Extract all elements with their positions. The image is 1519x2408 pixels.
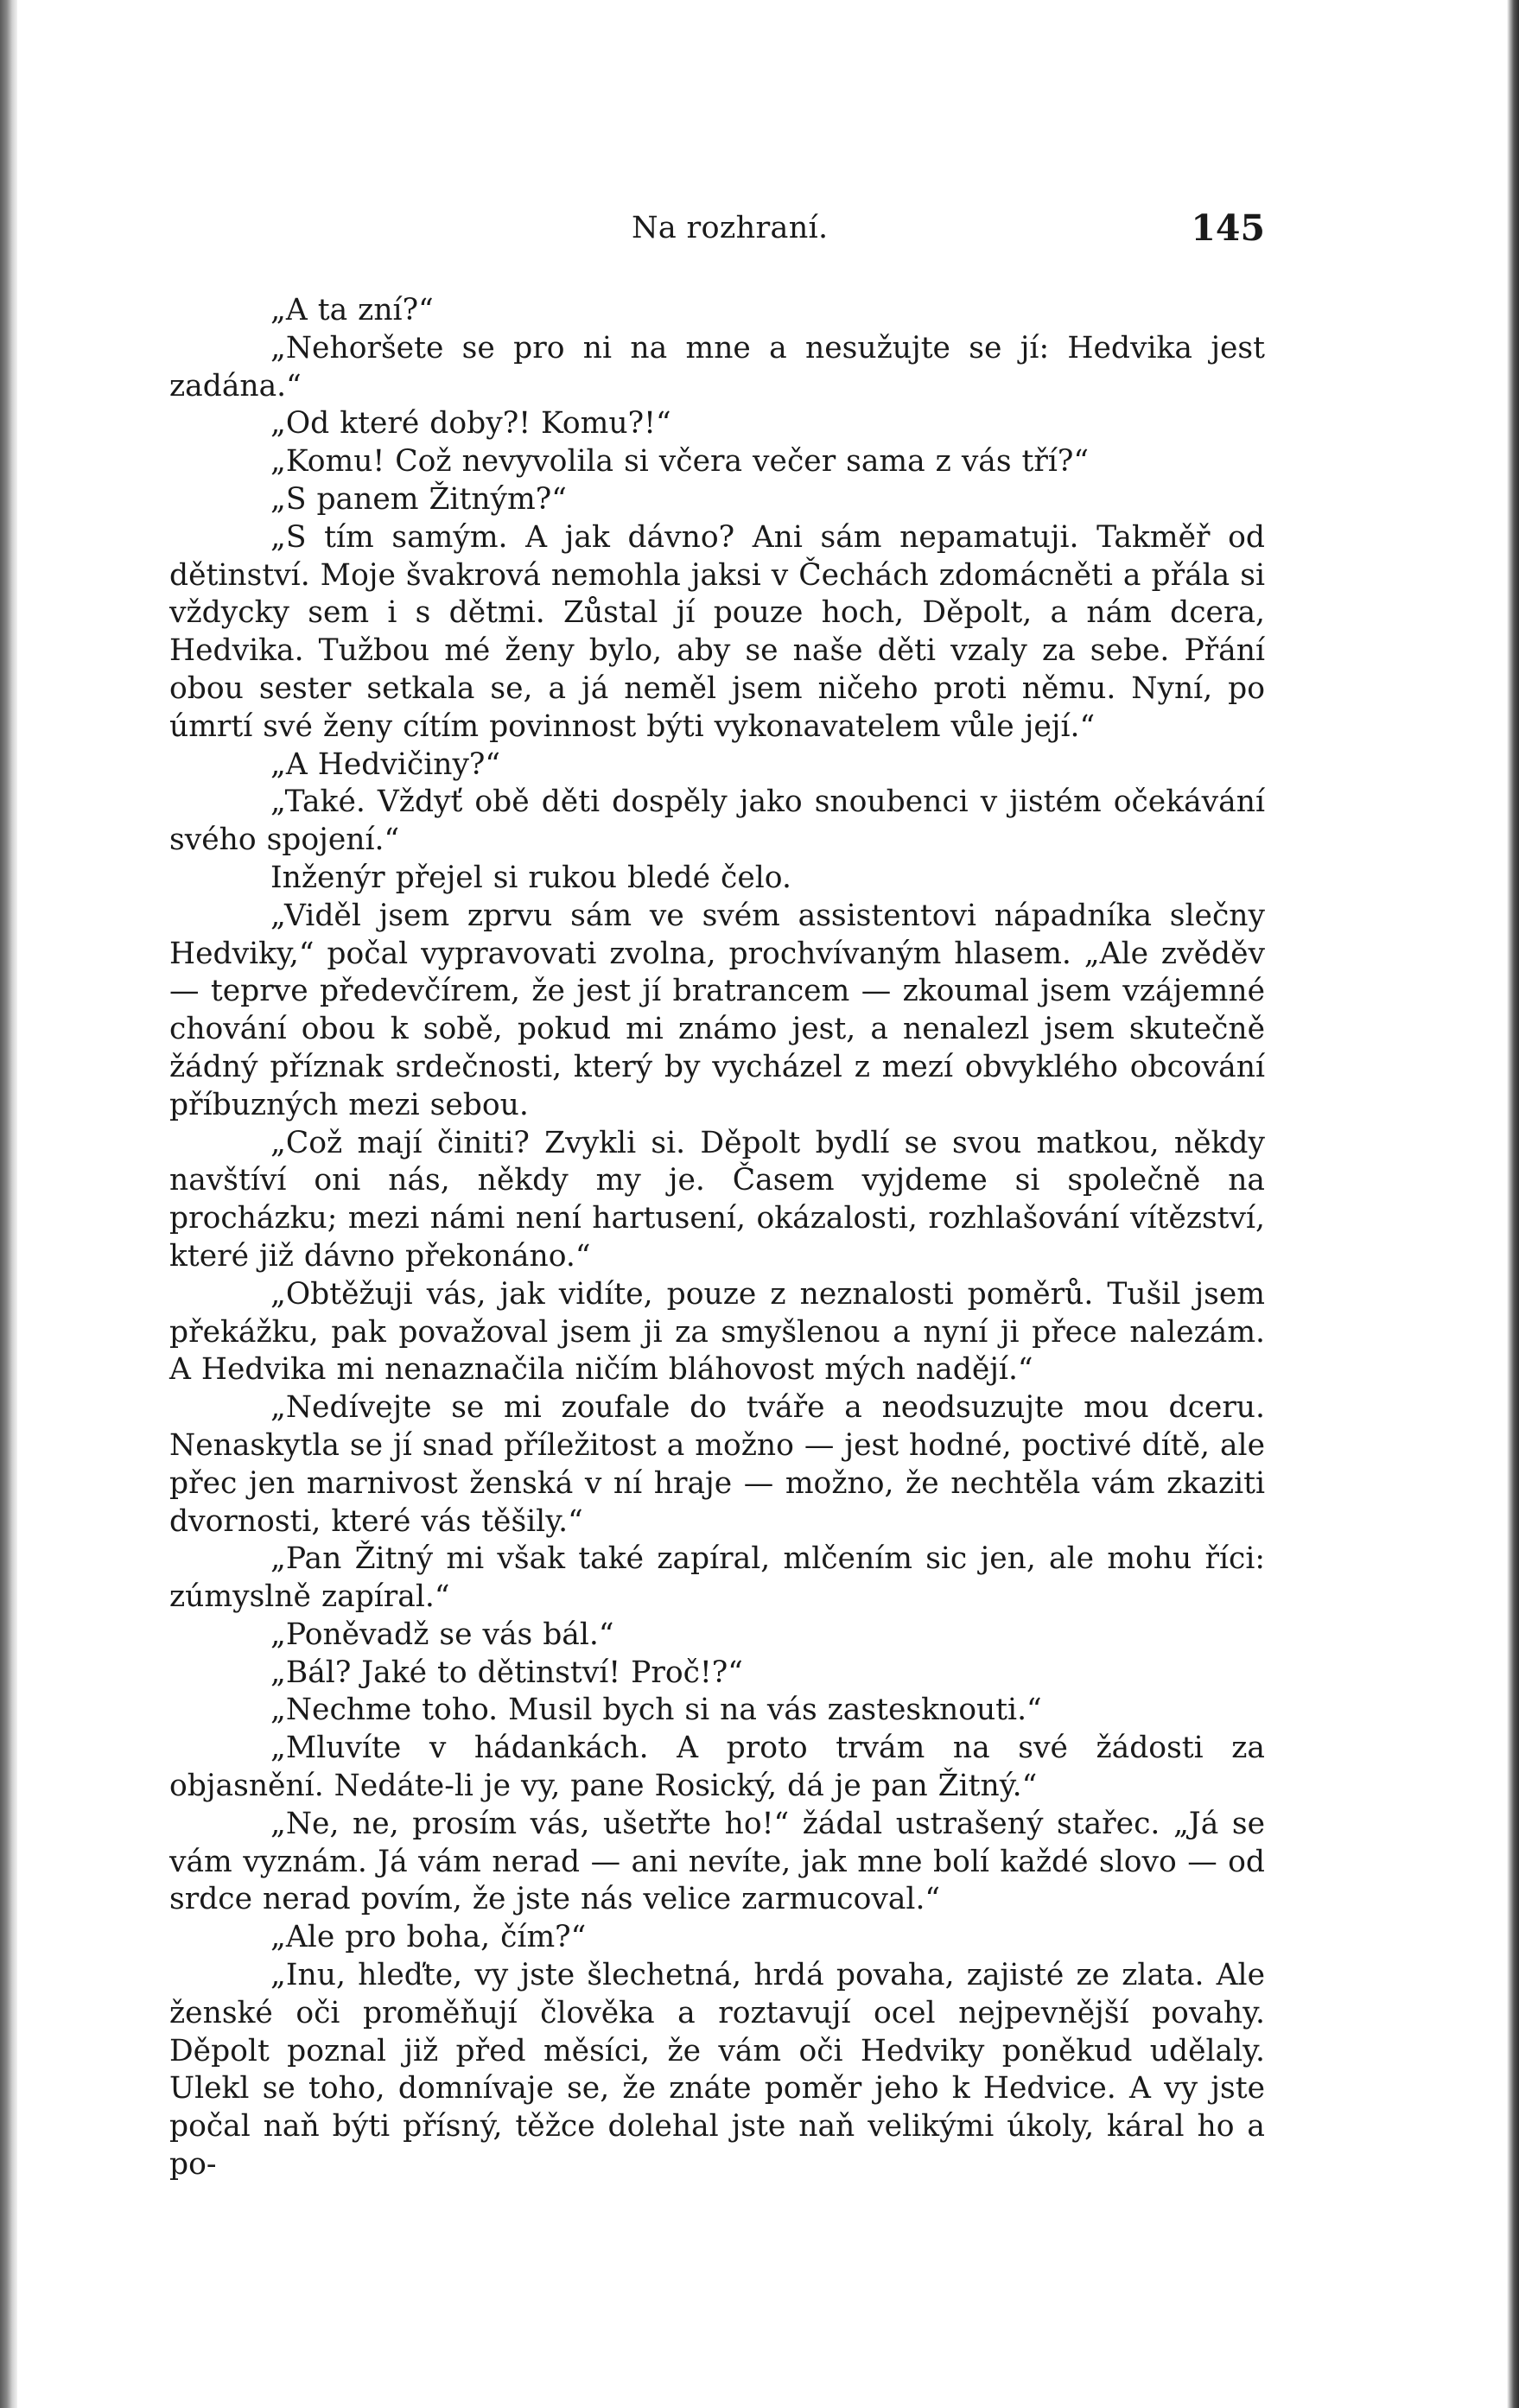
book-page — [169, 207, 1265, 2184]
paragraph: „Viděl jsem zprvu sám ve svém assistentovi nápadníka slečny Hedviky,“ počal vypravovati zvolna, prochvívaným hlasem. „Ale zvěděv — teprve předevčírem, že jest jí bratrancem — zkoumal jsem vzájemné chování obou k sobě, pokud mi známo jest, a nenalezl jsem skutečně žádný příznak srdečnosti, který by vycházel z mezí obvyklého obcování příbuzných mezi sebou. — [169, 898, 1265, 1122]
paragraph: „Nehoršete se pro ni na mne a nesužujte se jí: Hedvika jest zadána.“ — [169, 330, 1265, 403]
paragraph: „Také. Vždyť obě děti dospěly jako snoubenci v jistém očekávání svého spojení.“ — [169, 785, 1265, 858]
paragraph: „A Hedvičiny?“ — [270, 747, 501, 782]
running-title: Na rozhraní. — [632, 211, 829, 245]
paragraph: „S tím samým. A jak dávno? Ani sám nepamatuji. Takměř od dětinství. Moje švakrová nemohla jaksi v Čechách zdomácněti a přála si vždycky sem i s dětmi. Zůstal jí pouze hoch, Děpolt, a nám dcera, Hedvika. Tužbou mé ženy bylo, aby se naše děti vzaly za sebe. Přání obou sester setkala se, a já neměl jsem ničeho proti němu. Nyní, po úmrtí své ženy cítím povinnost býti vykonavatelem vůle její.“ — [169, 519, 1265, 744]
paragraph: Inženýr přejel si rukou bledé čelo. — [270, 860, 791, 895]
paragraph: „Což mají činiti? Zvykli si. Děpolt bydlí se svou matkou, někdy navštíví oni nás, někdy my je. Časem vyjdeme si společně na procházku; mezi námi není hartusení, okázalosti, rozhlašování vítězství, které již dávno překonáno.“ — [169, 1125, 1265, 1274]
paragraph: „A ta zní?“ — [270, 293, 434, 327]
body-text — [169, 292, 1265, 2184]
paragraph: „Od které doby?! Komu?!“ — [270, 406, 671, 442]
scan-left-edge-shadow — [0, 0, 17, 2408]
paragraph: „Bál? Jaké to dětinství! Proč!?“ — [270, 1655, 743, 1690]
paragraph: „Poněvadž se vás bál.“ — [270, 1617, 614, 1652]
paragraph: „Nedívejte se mi zoufale do tváře a neodsuzujte mou dceru. Nenaskytla se jí snad příležitost a možno — jest hodné, poctivé dítě, ale přec jen marnivost ženská v ní hraje — možno, že nechtěla vám zkaziti dvornosti, které vás těšily.“ — [169, 1390, 1265, 1539]
paragraph: „Mluvíte v hádankách. A proto trvám na své žádosti za objasnění. Nedáte-li je vy, pane Rosický, dá je pan Žitný.“ — [169, 1731, 1265, 1804]
paragraph: „Ne, ne, prosím vás, ušetřte ho!“ žádal ustrašený stařec. „Já se vám vyznám. Já vám nerad — ani nevíte, jak mne bolí každé slovo — od srdce nerad povím, že jste nás velice zarmucoval.“ — [169, 1806, 1265, 1917]
paragraph: „Nechme toho. Musil bych si na vás zastesknouti.“ — [270, 1693, 1042, 1728]
paragraph: „S panem Žitným?“ — [270, 481, 567, 517]
scan-right-edge-shadow — [1507, 0, 1519, 2408]
paragraph: „Obtěžuji vás, jak vidíte, pouze z neznalosti poměrů. Tušil jsem překážku, pak považoval jsem ji za smyšlenou a nyní ji přece nalezám. A Hedvika mi nenaznačila ničím bláhovost mých nadějí.“ — [169, 1276, 1265, 1388]
paragraph: „Pan Žitný mi však také zapíral, mlčením sic jen, ale mohu říci: zúmyslně zapíral.“ — [169, 1541, 1265, 1615]
running-header — [169, 207, 1265, 263]
page-number: 145 — [1191, 207, 1265, 249]
paragraph: „Ale pro boha, čím?“ — [270, 1920, 587, 1955]
paragraph: „Komu! Což nevyvolila si včera večer sama z vás tří?“ — [270, 444, 1090, 480]
paragraph: „Inu, hleďte, vy jste šlechetná, hrdá povaha, zajisté ze zlata. Ale ženské oči proměňují člověka a roztavují ocel nejpevnější povahy. Děpolt poznal již před měsíci, že vám oči Hedviky poněkud udělaly. Ulekl se toho, domnívaje se, že znáte poměr jeho k Hedvice. A vy jste počal naň býti přísný, těžce dolehal jste naň velikými úkoly, káral ho a po- — [169, 1958, 1265, 2182]
